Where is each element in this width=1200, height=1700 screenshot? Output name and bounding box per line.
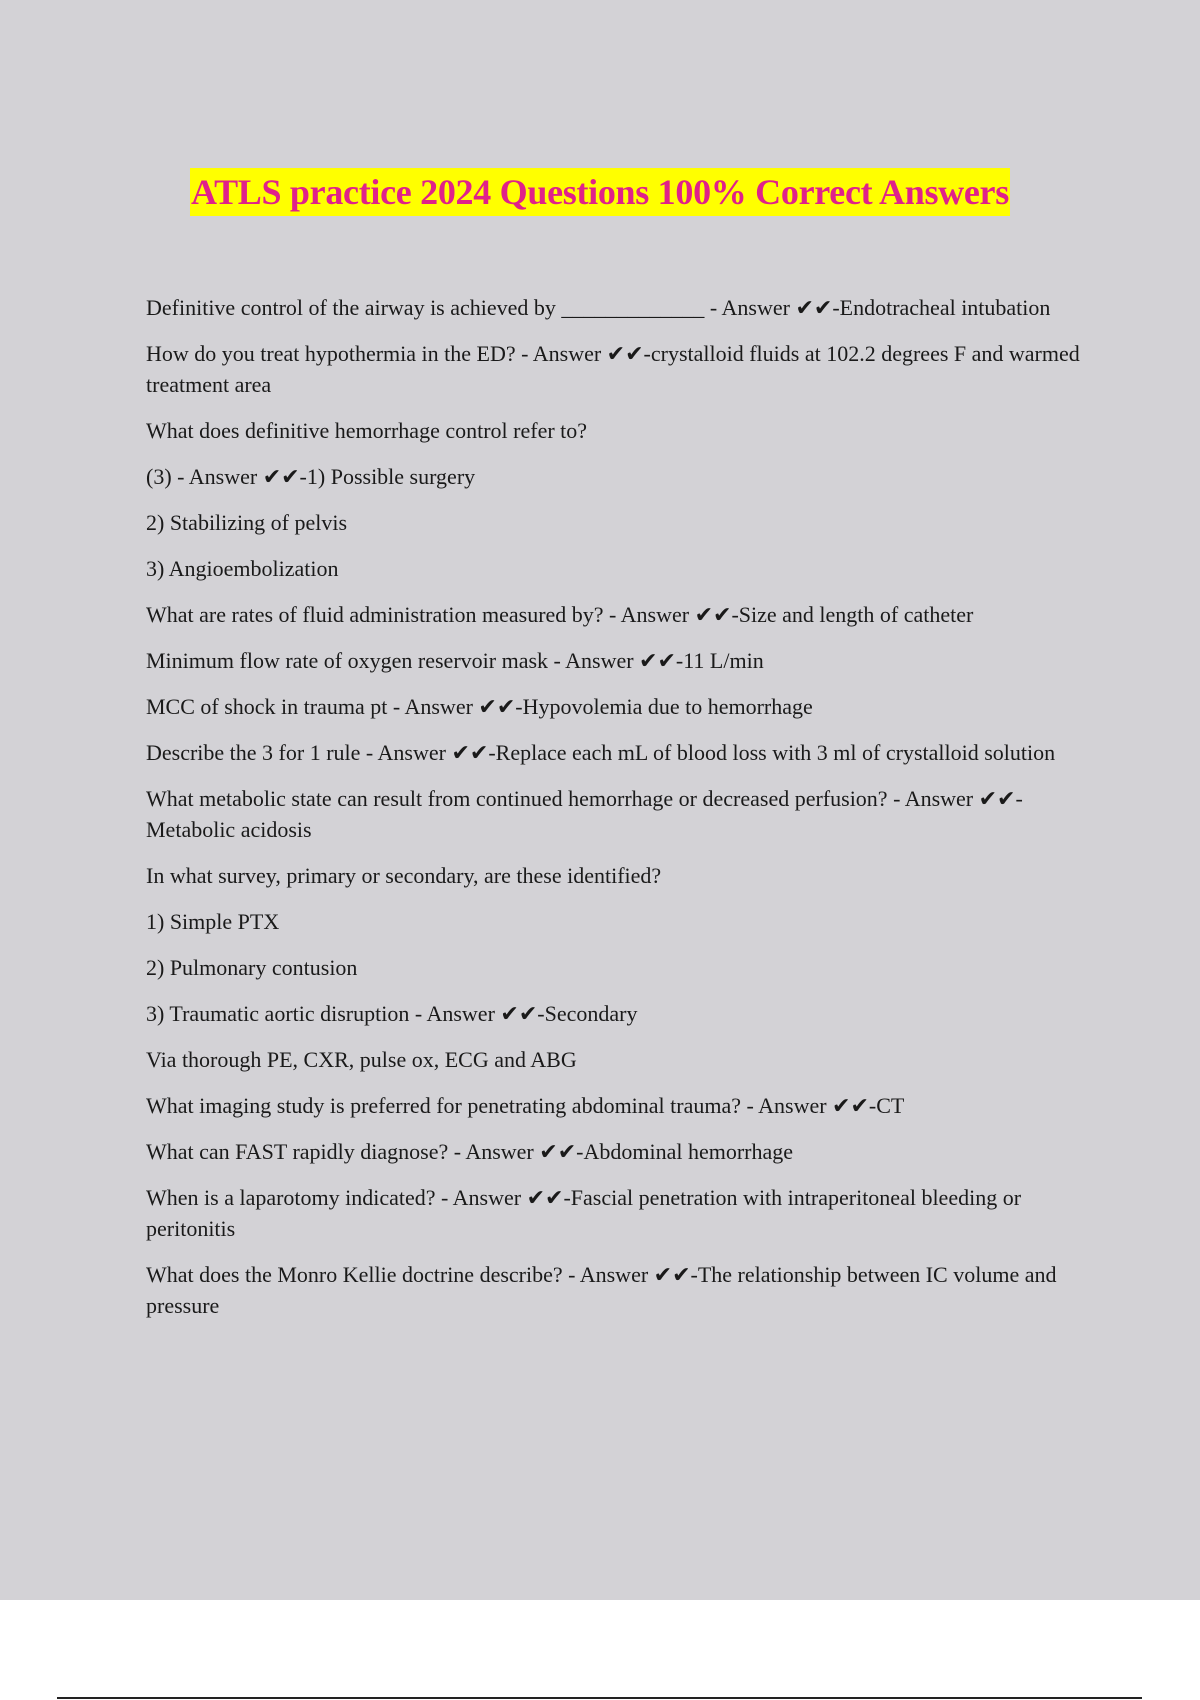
- paragraph: What does the Monro Kellie doctrine describe? - Answer ✔✔-The relationship between IC volume and pressure: [146, 1262, 1057, 1318]
- footer-divider: [57, 1697, 1142, 1699]
- paragraph: Describe the 3 for 1 rule - Answer ✔✔-Replace each mL of blood loss with 3 ml of crystalloid solution: [146, 740, 1056, 765]
- paragraph: Definitive control of the airway is achieved by _____________ - Answer ✔✔-Endotracheal intubation: [146, 295, 1051, 320]
- paragraph: Via thorough PE, CXR, pulse ox, ECG and ABG: [146, 1047, 577, 1072]
- paragraph: How do you treat hypothermia in the ED? - Answer ✔✔-crystalloid fluids at 102.2 degrees F and warmed treatment area: [146, 341, 1080, 397]
- paragraph: What are rates of fluid administration measured by? - Answer ✔✔-Size and length of catheter: [146, 602, 974, 627]
- paragraph: 3) Traumatic aortic disruption - Answer ✔✔-Secondary: [146, 1001, 638, 1026]
- paragraph: What can FAST rapidly diagnose? - Answer ✔✔-Abdominal hemorrhage: [146, 1139, 794, 1164]
- paragraph: 3) Angioembolization: [146, 556, 339, 581]
- paragraph: MCC of shock in trauma pt - Answer ✔✔-Hypovolemia due to hemorrhage: [146, 694, 813, 719]
- title-container: [0, 168, 1200, 216]
- paragraph: What imaging study is preferred for penetrating abdominal trauma? - Answer ✔✔-CT: [146, 1093, 905, 1118]
- document-title: ATLS practice 2024 Questions 100% Correct Answers: [190, 168, 1010, 216]
- paragraph: 1) Simple PTX: [146, 909, 280, 934]
- paragraph: What does definitive hemorrhage control refer to?: [146, 418, 588, 443]
- paragraph: 2) Pulmonary contusion: [146, 955, 358, 980]
- document-body: [146, 292, 1096, 1336]
- paragraph: (3) - Answer ✔✔-1) Possible surgery: [146, 464, 476, 489]
- paragraph: Minimum flow rate of oxygen reservoir mask - Answer ✔✔-11 L/min: [146, 648, 764, 673]
- paragraph: When is a laparotomy indicated? - Answer ✔✔-Fascial penetration with intraperitoneal bleeding or peritonitis: [146, 1185, 1022, 1241]
- paragraph: What metabolic state can result from continued hemorrhage or decreased perfusion? - Answer ✔✔-Metabolic acidosis: [146, 786, 1023, 842]
- paragraph: In what survey, primary or secondary, are these identified?: [146, 863, 662, 888]
- paragraph: 2) Stabilizing of pelvis: [146, 510, 348, 535]
